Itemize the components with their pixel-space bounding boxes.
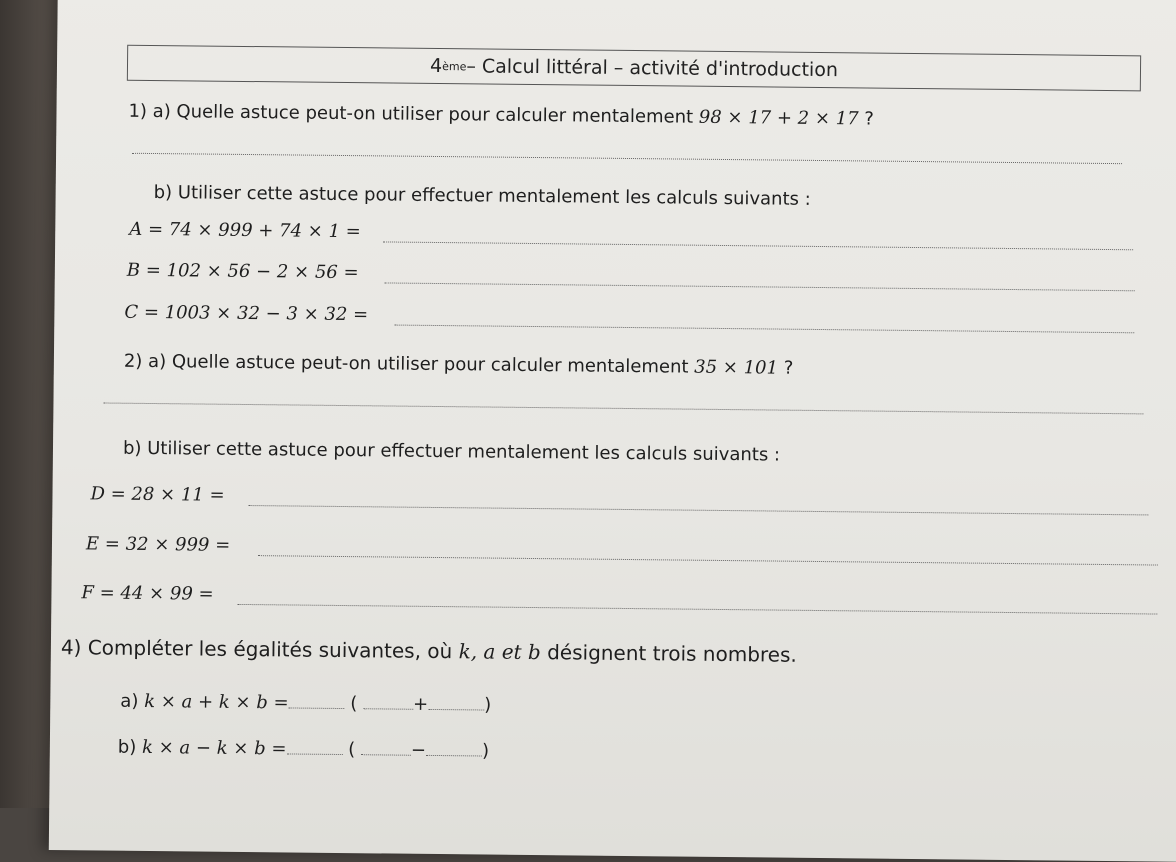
calc-e: E = 32 × 999 = [85, 533, 231, 556]
title-grade: 4 [429, 54, 443, 78]
equality-a: a) k × a + k × b = ( + ) [120, 690, 492, 716]
blank-a-term1[interactable] [363, 707, 413, 710]
worksheet-page [49, 0, 1176, 862]
blank-a-factor[interactable] [289, 706, 345, 709]
question-2a: 2) a) Quelle astuce peut-on utiliser pour calculer mentalement 35 × 101 ? [123, 350, 794, 379]
question-2b: b) Utiliser cette astuce pour effectuer mentalement les calculs suivants : [122, 437, 781, 466]
blank-b-term2[interactable] [426, 754, 482, 757]
answer-line-d[interactable] [248, 505, 1148, 515]
answer-line-b[interactable] [385, 282, 1135, 291]
calc-f: F = 44 × 99 = [81, 582, 214, 605]
question-1a-expression: 98 × 17 + 2 × 17 [698, 106, 859, 130]
question-1a: 1) a) Quelle astuce peut-on utiliser pour calculer mentalement 98 × 17 + 2 × 17 ? [128, 100, 874, 130]
blank-a-term2[interactable] [428, 708, 484, 711]
question-4: 4) Compléter les égalités suivantes, où k, a et b désignent trois nombres. [60, 635, 797, 667]
calc-d: D = 28 × 11 = [90, 483, 225, 506]
answer-line-c[interactable] [394, 325, 1134, 334]
answer-line-2a[interactable] [103, 402, 1143, 414]
blank-b-factor[interactable] [286, 752, 342, 755]
title-grade-suffix: ème [442, 59, 467, 73]
equality-b: b) k × a − k × b = ( − ) [117, 736, 490, 762]
worksheet-title [127, 45, 1141, 92]
question-2a-expression: 35 × 101 [694, 356, 779, 379]
question-1b: b) Utiliser cette astuce pour effectuer mentalement les calculs suivants : [153, 182, 811, 210]
answer-line-1a[interactable] [132, 153, 1122, 164]
calc-c: C = 1003 × 32 − 3 × 32 = [124, 301, 369, 326]
title-text: – Calcul littéral – activité d'introduction [466, 55, 839, 82]
blank-b-term1[interactable] [361, 753, 411, 756]
calc-b: B = 102 × 56 − 2 × 56 = [126, 259, 359, 284]
answer-line-a[interactable] [383, 241, 1133, 250]
answer-line-e[interactable] [258, 555, 1158, 565]
calc-a: A = 74 × 999 + 74 × 1 = [129, 218, 361, 243]
answer-line-f[interactable] [237, 604, 1157, 615]
